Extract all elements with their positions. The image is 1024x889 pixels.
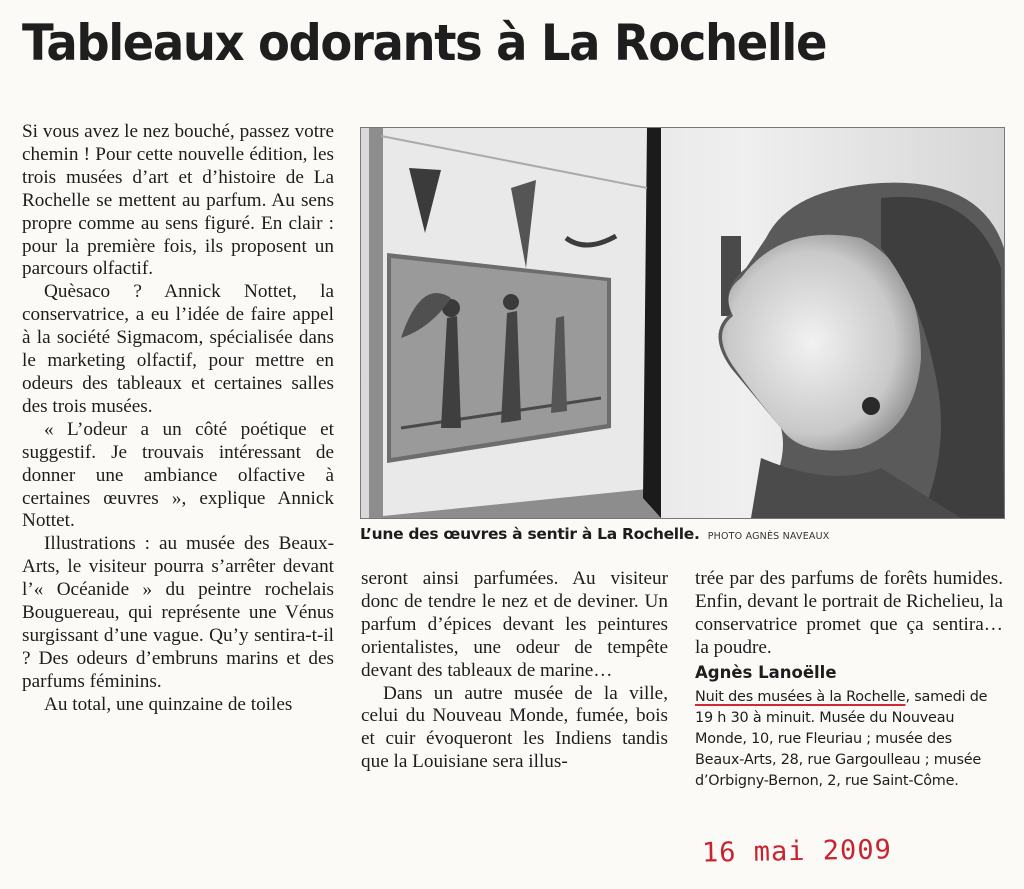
handwritten-date: 16 mai 2009 (701, 834, 893, 869)
article-column-3 (695, 568, 1003, 792)
paragraph: Quèsaco ? Annick Nottet, la conservatrice, a eu l’idée de faire appel à la société Sigmacom, spécialisée dans le marketing olfactif, pour mettre en odeurs des tableaux et certaines salles des trois musées. (22, 281, 334, 417)
paragraph: trée par des parfums de forêts humides. Enfin, devant le portrait de Richelieu, la conservatrice promet que ça sentira… la poudre. (695, 568, 1003, 658)
article-photo (360, 127, 1005, 519)
event-details: , samedi de 19 h 30 à minuit. Musée du Nouveau Monde, 10, rue Fleuriau ; musée des Beaux-Arts, 28, rue Gargoulleau ; musée d’Orbigny-Bernon, 2, rue Saint-Côme. (695, 688, 988, 789)
photo-caption (360, 524, 1010, 543)
article-headline: Tableaux odorants à La Rochelle (22, 14, 827, 72)
article-column-1 (22, 121, 334, 717)
event-info (695, 687, 1003, 792)
paragraph: « L’odeur a un côté poétique et suggestif. Je trouvais intéressant de donner une ambiance olfactive à certaines œuvres », explique Annick Nottet. (22, 418, 334, 532)
author-byline: Agnès Lanoëlle (695, 662, 837, 682)
paragraph: seront ainsi parfumées. Au visiteur donc de tendre le nez et de deviner. Un parfum d’épices devant les peintures orientalistes, une odeur de tempête devant des tableaux de marine… (361, 568, 668, 681)
photo-credit: PHOTO AGNÈS NAVEAUX (707, 531, 830, 542)
paragraph: Au total, une quinzaine de toiles (44, 693, 293, 715)
paragraph: Dans un autre musée de la ville, celui du Nouveau Monde, fumée, bois et cuir évoqueront les Indiens tandis que la Louisiane sera illus- (361, 682, 668, 773)
caption-text: L’une des œuvres à sentir à La Rochelle. (360, 525, 700, 543)
paragraph: Si vous avez le nez bouché, passez votre chemin ! Pour cette nouvelle édition, les trois musées d’art et d’histoire de La Rochelle se mettent au parfum. Au sens propre comme au sens figuré. En clair : pour la première fois, ils proposent un parcours olfactif. (22, 121, 334, 280)
article-column-2 (361, 568, 668, 774)
paragraph: Illustrations : au musée des Beaux-Arts, le visiteur pourra s’arrêter devant l’« Océanide » du peintre rochelais Bouguereau, qui représente une Vénus surgissant d’une vague. Qu’y sentira-t-il ? Des odeurs d’embruns marins et des parfums féminins. (22, 533, 334, 692)
event-title: Nuit des musées à la Rochelle (695, 688, 906, 705)
